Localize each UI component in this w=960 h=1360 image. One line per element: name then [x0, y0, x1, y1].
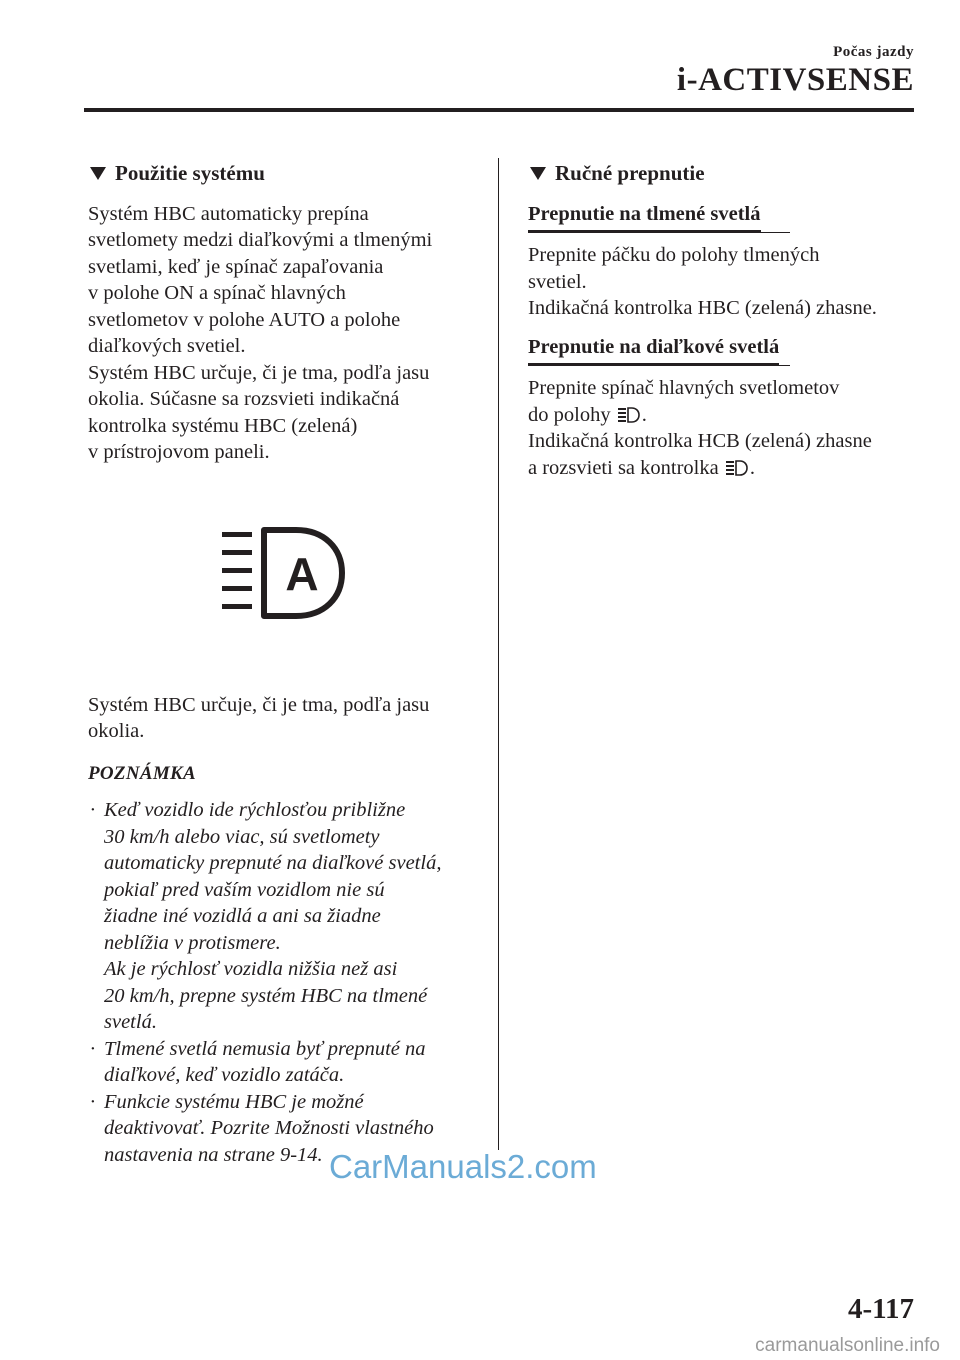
high-beam-icon [618, 407, 640, 423]
note-item [88, 797, 483, 1036]
right-column [528, 160, 918, 481]
text-line: deaktivovať. Pozrite Možnosti vlastného [104, 1117, 434, 1139]
bullet-icon: · [90, 1037, 96, 1060]
section-heading-text: Použitie systému [115, 161, 265, 185]
subheading-text: Prepnutie na diaľkové svetlá [528, 334, 779, 366]
text-line: v prístrojovom paneli. [88, 441, 270, 463]
triangle-bullet-icon [530, 167, 546, 180]
text-line: nastavenia na strane 9-14. [104, 1143, 323, 1166]
text-line: Indikačná kontrolka HBC (zelená) zhasne. [528, 297, 877, 319]
section-heading-usage [88, 160, 483, 187]
text-line: neblížia v protismere. [104, 931, 281, 954]
text-line: Indikačná kontrolka HCB (zelená) zhasne [528, 430, 872, 452]
note-item [88, 1036, 483, 1089]
usage-paragraph-2 [88, 692, 483, 745]
text-line: Systém HBC určuje, či je tma, podľa jasu [88, 693, 430, 716]
text-line: žiadne iné vozidlá a ani sa žiadne [104, 905, 381, 927]
high-beam-paragraph [528, 375, 918, 481]
text-line: diaľkových svetiel. [88, 335, 246, 357]
text-line: Tlmené svetlá nemusia byť prepnuté na [104, 1037, 426, 1060]
watermark-logo: CarManuals2.com [329, 1148, 597, 1185]
icon-letter: A [285, 547, 319, 600]
subheading-text: Prepnutie na tlmené svetlá [528, 201, 761, 233]
text-line: svetiel. [528, 270, 587, 293]
text-fragment: a rozsvieti sa kontrolka [528, 456, 719, 479]
text-line: svetlá. [104, 1011, 157, 1033]
text-fragment: . [749, 456, 755, 479]
text-line: v polohe ON a spínač hlavných [88, 282, 346, 304]
auto-high-beam-icon [218, 524, 348, 624]
text-line: svetlami, keď je spínač zapaľovania [88, 255, 384, 278]
header-rule [84, 108, 914, 112]
page-number: 4-117 [847, 1293, 914, 1325]
footer-url[interactable]: carmanualsonline.info [755, 1335, 940, 1356]
text-fragment: do polohy [528, 403, 611, 426]
column-divider [498, 158, 499, 1150]
text-line: automaticky prepnuté na diaľkové svetlá, [104, 852, 442, 874]
bullet-icon: · [90, 1090, 96, 1113]
text-line: Ak je rýchlosť vozidla nižšia než asi [104, 958, 398, 980]
text-line: kontrolka systému HBC (zelená) [88, 414, 358, 437]
note-title: POZNÁMKA [88, 762, 196, 784]
hbc-indicator-figure [88, 524, 483, 654]
chapter-title: Počas jazdy [833, 44, 914, 60]
text-line: okolia. [88, 720, 145, 742]
high-beam-icon [726, 460, 748, 476]
section-title: i-ACTIVSENSE [676, 62, 914, 98]
text-line: Prepnite páčku do polohy tlmených [528, 244, 820, 266]
text-line: Systém HBC určuje, či je tma, podľa jasu [88, 361, 430, 384]
subheading-low-beam [528, 201, 918, 233]
section-heading-manual [528, 160, 918, 187]
text-line: diaľkové, keď vozidlo zatáča. [104, 1064, 345, 1086]
text-line: svetlomety medzi diaľkovými a tlmenými [88, 229, 433, 251]
subheading-high-beam [528, 334, 918, 366]
text-line: Systém HBC automaticky prepína [88, 202, 369, 225]
text-line: svetlometov v polohe AUTO a polohe [88, 308, 401, 331]
left-column [88, 160, 483, 1168]
usage-paragraph [88, 201, 483, 466]
triangle-bullet-icon [90, 167, 106, 180]
bullet-icon: · [90, 799, 96, 821]
text-line: okolia. Súčasne sa rozsvieti indikačná [88, 388, 400, 410]
text-line: 30 km/h alebo viac, sú svetlomety [104, 825, 380, 848]
text-line: 20 km/h, prepne systém HBC na tlmené [104, 984, 428, 1007]
text-line: Prepnite spínač hlavných svetlometov [528, 377, 840, 399]
text-line [528, 455, 918, 482]
text-line [528, 402, 918, 429]
text-line: Keď vozidlo ide rýchlosťou približne [104, 799, 406, 821]
section-heading-text: Ručné prepnutie [555, 161, 705, 185]
low-beam-paragraph [528, 242, 918, 322]
text-fragment: . [641, 403, 647, 426]
text-line: Funkcie systému HBC je možné [104, 1090, 364, 1113]
text-line: pokiaľ pred vaším vozidlom nie sú [104, 878, 385, 901]
